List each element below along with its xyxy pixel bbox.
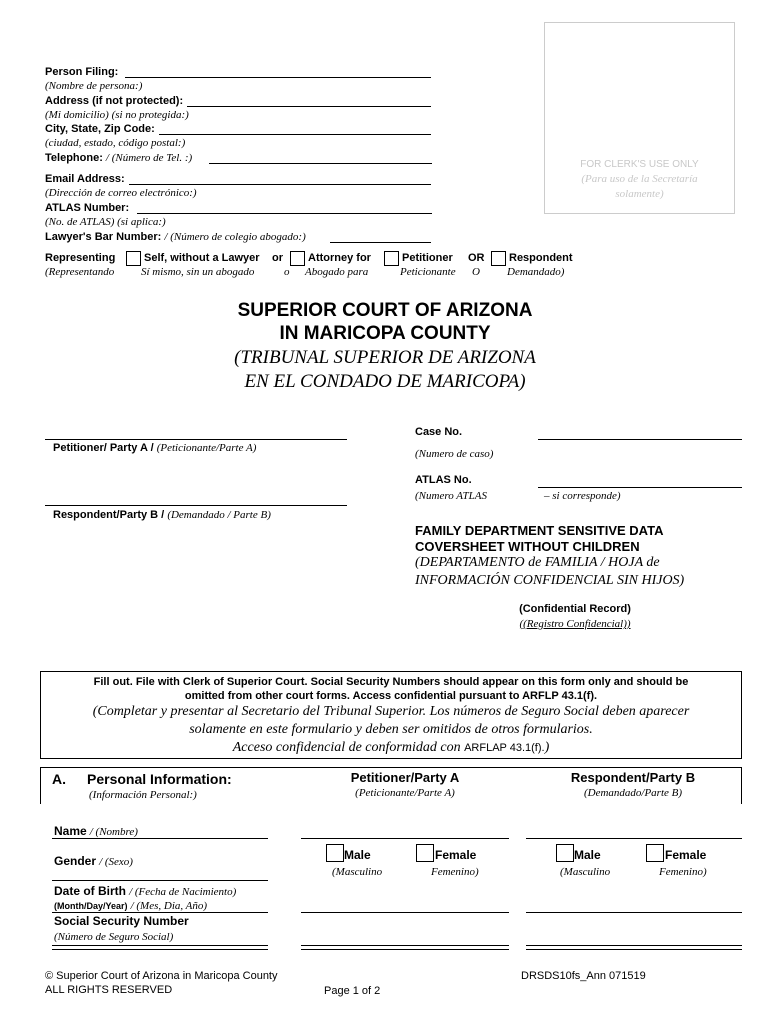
- atlas-no-note: – si corresponde): [544, 490, 621, 502]
- dob-format-es: / (Mes, Dia, Año): [130, 900, 208, 912]
- dob-label-line: [52, 912, 268, 913]
- footer-form-code: DRSDS10fs_Ann 071519: [521, 970, 646, 982]
- email-label-es: (Dirección de correo electrónico:): [45, 187, 197, 199]
- email-label: Email Address:: [45, 173, 125, 185]
- case-no-field[interactable]: [538, 439, 742, 440]
- party-b-female-label-es: Femenino): [659, 866, 707, 878]
- party-b-label: Respondent/Party B /: [53, 509, 165, 521]
- or2-label-es: O: [472, 266, 480, 278]
- self-label-es: Sí mismo, sin un abogado: [141, 266, 255, 278]
- clerk-use-box: [544, 22, 735, 214]
- atlas-no-label-es: (Numero ATLAS: [415, 490, 488, 502]
- or2-label: OR: [468, 252, 485, 264]
- notice-line-es-3: Acceso confidencial de conformidad con: [232, 740, 461, 755]
- party-b-label-es: (Demandado / Parte B): [167, 509, 271, 521]
- party-a-name-field[interactable]: [301, 838, 509, 839]
- document-title: FAMILY DEPARTMENT SENSITIVE DATA: [415, 523, 664, 538]
- address-field[interactable]: [187, 106, 431, 107]
- attorney-checkbox[interactable]: [290, 251, 305, 266]
- representing-label: Representing: [45, 252, 116, 264]
- name-label-line: [52, 838, 268, 839]
- party-a-female-checkbox[interactable]: [416, 844, 434, 862]
- city-field[interactable]: [159, 134, 431, 135]
- col-party-b-es: (Demandado/Parte B): [583, 787, 683, 799]
- email-field[interactable]: [129, 184, 431, 185]
- section-title: Personal Information:: [87, 771, 232, 787]
- col-party-a-es: (Peticionante/Parte A): [355, 787, 455, 799]
- clerk-label-es: (Para uso de la Secretaría: [581, 173, 698, 185]
- atlas-label: ATLAS Number:: [45, 202, 130, 214]
- or-label: or: [272, 252, 283, 264]
- name-label-es: / (Nombre): [89, 826, 138, 838]
- footer-page-number: Page 1 of 2: [324, 985, 381, 997]
- attorney-label-es: Abogado para: [305, 266, 369, 278]
- document-title-2: COVERSHEET WITHOUT CHILDREN: [415, 539, 640, 554]
- col-party-a: Petitioner/Party A: [350, 770, 460, 785]
- city-label: City, State, Zip Code:: [45, 123, 155, 135]
- bar-number-field[interactable]: [330, 242, 431, 243]
- dob-format: (Month/Day/Year): [54, 901, 128, 911]
- party-a-male-checkbox[interactable]: [326, 844, 344, 862]
- footer-copyright: © Superior Court of Arizona in Maricopa County: [45, 970, 278, 982]
- notice-line-2: omitted from other court forms. Access confidential pursuant to ARFLP 43.1(f).: [184, 690, 598, 702]
- notice-box: [40, 671, 742, 759]
- notice-line-1: Fill out. File with Clerk of Superior Court. Social Security Numbers should appear on this form only and should be: [93, 676, 689, 688]
- telephone-field[interactable]: [209, 163, 432, 164]
- party-a-female-label-es: Femenino): [431, 866, 479, 878]
- document-title-es: (DEPARTAMENTO de FAMILIA / HOJA de: [415, 555, 660, 570]
- bar-number-label: Lawyer's Bar Number:: [45, 231, 162, 243]
- atlas-label-es: (No. de ATLAS) (si aplica:): [45, 216, 166, 228]
- document-title-es-2: INFORMACIÓN CONFIDENCIAL SIN HIJOS): [415, 573, 685, 588]
- col-party-b: Respondent/Party B: [570, 770, 696, 785]
- case-no-label: Case No.: [415, 426, 463, 438]
- party-b-female-checkbox[interactable]: [646, 844, 664, 862]
- respondent-label-es: Demandado): [507, 266, 565, 278]
- bar-number-label-es: / (Número de colegio abogado:): [164, 231, 306, 243]
- respondent-checkbox[interactable]: [491, 251, 506, 266]
- party-b-female-label: Female: [665, 848, 707, 862]
- clerk-label: FOR CLERK'S USE ONLY: [580, 159, 699, 170]
- person-filing-field[interactable]: [125, 77, 431, 78]
- petitioner-label-es: Peticionante: [400, 266, 456, 278]
- telephone-label-es: / (Número de Tel. :): [105, 152, 193, 164]
- gender-label-es: / (Sexo): [99, 856, 133, 868]
- case-no-label-es: (Numero de caso): [415, 448, 494, 460]
- court-title-es: (TRIBUNAL SUPERIOR DE ARIZONA: [234, 347, 536, 368]
- dob-label: Date of Birth: [54, 884, 126, 898]
- party-a-male-label: Male: [344, 848, 371, 862]
- notice-rule-ref: ARFLAP 43.1(f).: [464, 742, 545, 754]
- self-label: Self, without a Lawyer: [144, 252, 260, 264]
- court-title: SUPERIOR COURT OF ARIZONA: [237, 300, 533, 321]
- party-a-label: Petitioner/ Party A /: [53, 442, 154, 454]
- atlas-field[interactable]: [137, 213, 432, 214]
- respondent-label: Respondent: [509, 252, 573, 264]
- notice-line-es-2: solamente en este formulario y deben ser omitidos de otros formularios.: [189, 722, 593, 737]
- court-county-es: EN EL CONDADO DE MARICOPA): [244, 371, 526, 392]
- gender-label: Gender: [54, 854, 97, 868]
- party-b-male-label-es: (Masculino: [560, 866, 611, 878]
- person-filing-label-es: (Nombre de persona:): [45, 80, 143, 92]
- party-a-label-es: (Peticionante/Parte A): [156, 442, 257, 454]
- name-label: Name: [54, 824, 87, 838]
- person-filing-label: Person Filing:: [45, 66, 119, 78]
- party-a-dob-field[interactable]: [301, 912, 509, 913]
- party-b-male-checkbox[interactable]: [556, 844, 574, 862]
- party-b-male-label: Male: [574, 848, 601, 862]
- section-title-es: (Información Personal:): [89, 789, 197, 801]
- party-b-ssn-field[interactable]: [526, 945, 742, 950]
- city-label-es: (ciudad, estado, código postal:): [45, 137, 186, 149]
- or-label-es: o: [284, 266, 290, 278]
- address-label-es: (Mi domicilio) (si no protegida:): [45, 109, 189, 121]
- notice-line-es-1: (Completar y presentar al Secretario del Tribunal Superior. Los números de Seguro Social deben aparecer: [92, 704, 690, 719]
- ssn-label: Social Security Number: [54, 914, 189, 928]
- notice-close-paren: ): [544, 740, 550, 755]
- section-letter: A.: [52, 771, 66, 787]
- court-county: IN MARICOPA COUNTY: [279, 323, 491, 344]
- atlas-no-label: ATLAS No.: [415, 474, 472, 486]
- telephone-label: Telephone:: [45, 152, 103, 164]
- atlas-no-field[interactable]: [538, 487, 742, 488]
- ssn-label-line: [52, 945, 268, 950]
- petitioner-checkbox[interactable]: [384, 251, 399, 266]
- address-label: Address (if not protected):: [45, 95, 184, 107]
- party-b-name-field[interactable]: [526, 838, 742, 839]
- confidential-label-es: ((Registro Confidencial)): [519, 618, 631, 630]
- representing-label-es: (Representando: [45, 266, 115, 278]
- confidential-label: (Confidential Record): [519, 603, 631, 615]
- party-a-female-label: Female: [435, 848, 477, 862]
- attorney-label: Attorney for: [308, 252, 371, 264]
- party-b-field[interactable]: [45, 505, 347, 506]
- self-checkbox[interactable]: [126, 251, 141, 266]
- clerk-label-es-2: solamente): [615, 188, 664, 200]
- dob-label-es: / (Fecha de Nacimiento): [129, 886, 237, 898]
- party-a-ssn-field[interactable]: [301, 945, 509, 950]
- petitioner-label: Petitioner: [402, 252, 453, 264]
- party-a-field[interactable]: [45, 439, 347, 440]
- footer-rights: ALL RIGHTS RESERVED: [45, 984, 173, 996]
- party-b-dob-field[interactable]: [526, 912, 742, 913]
- ssn-label-es: (Número de Seguro Social): [54, 931, 174, 943]
- party-a-male-label-es: (Masculino: [332, 866, 383, 878]
- gender-label-line: [52, 880, 268, 881]
